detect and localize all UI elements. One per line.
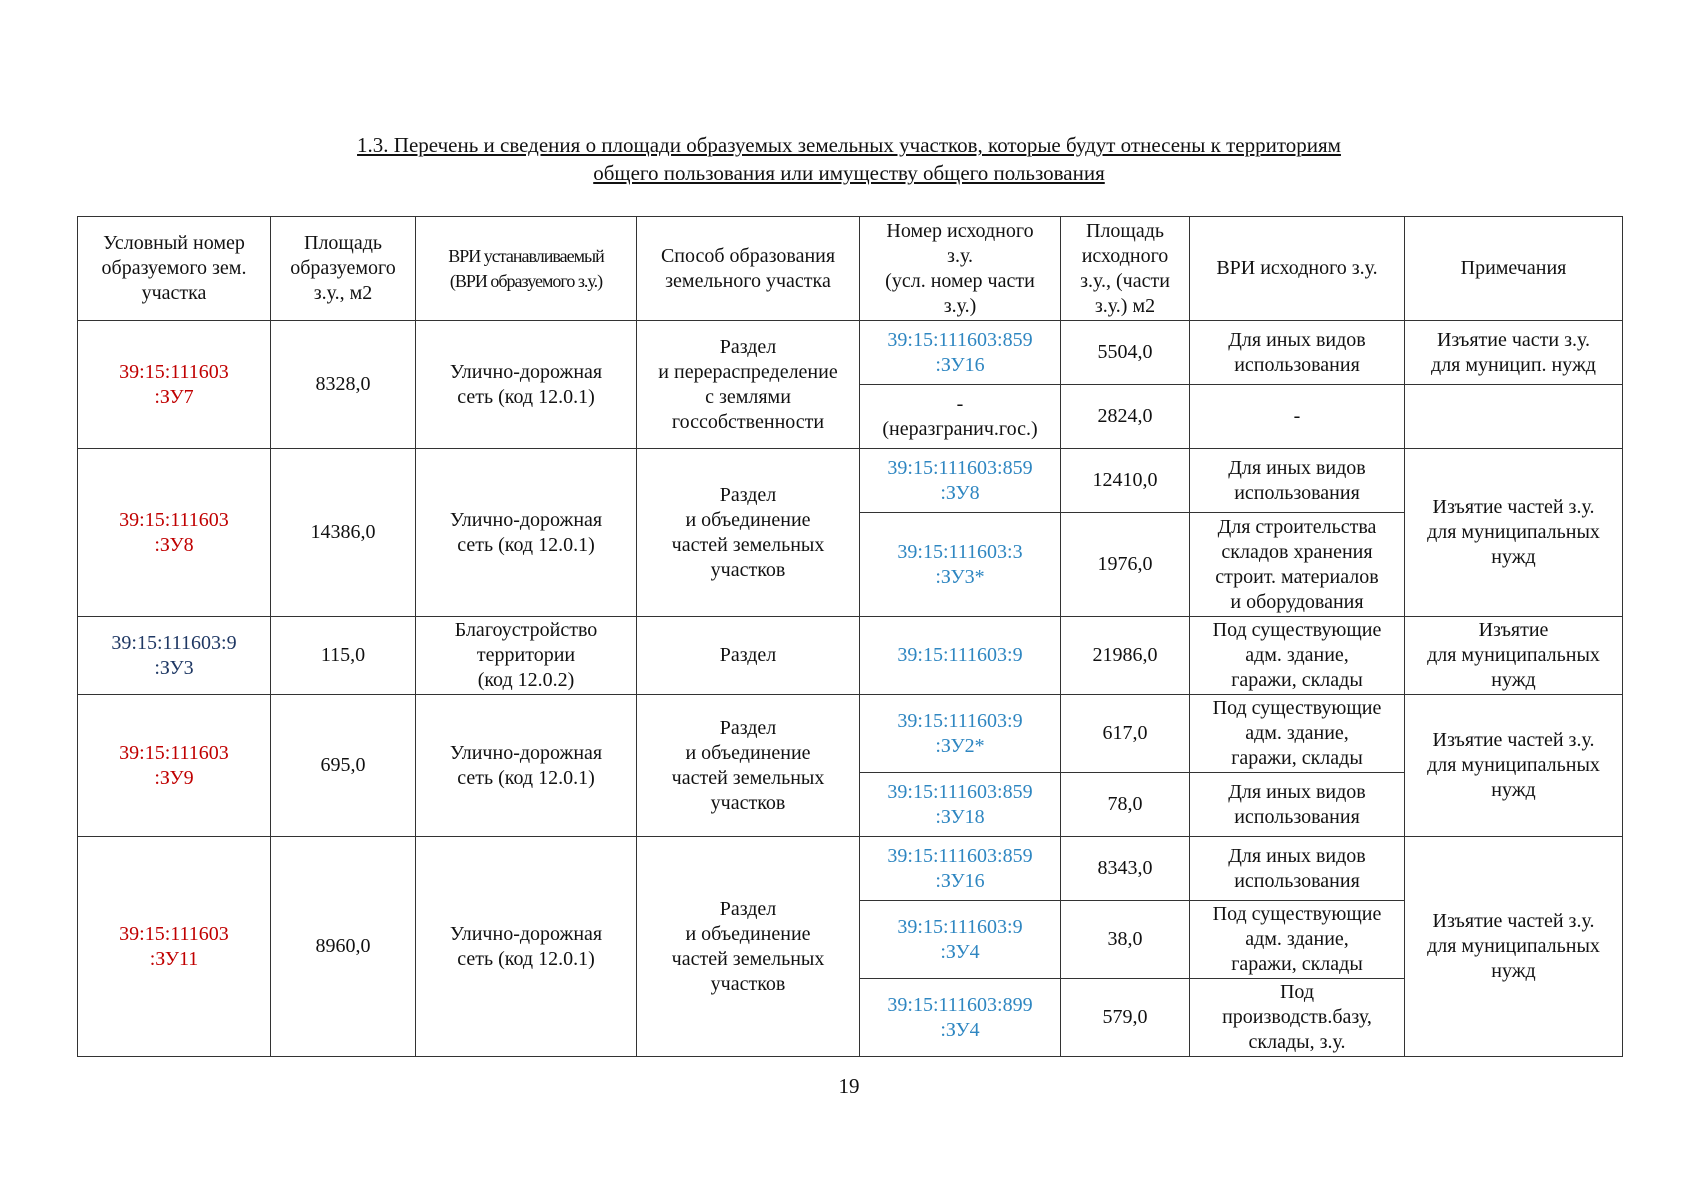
table-row — [78, 449, 1623, 513]
source-plot-vri: Для иных видов использования — [1190, 773, 1405, 837]
plot-area: 115,0 — [271, 617, 416, 695]
source-plot-vri: Под существующие адм. здание, гаражи, склады — [1190, 617, 1405, 695]
source-plot-area: 617,0 — [1061, 695, 1190, 773]
plot-area: 695,0 — [271, 695, 416, 837]
table-row — [78, 321, 1623, 385]
source-plot-number: 39:15:111603:9 — [860, 617, 1061, 695]
source-plot-number: 39:15:111603:859 :ЗУ18 — [860, 773, 1061, 837]
col-header-notes: Примечания — [1405, 217, 1623, 321]
source-plot-number: 39:15:111603:859 :ЗУ16 — [860, 837, 1061, 901]
plot-vri: Улично-дорожная сеть (код 12.0.1) — [416, 321, 637, 449]
source-plot-area: 38,0 — [1061, 901, 1190, 979]
plot-number: 39:15:111603 :ЗУ7 — [78, 321, 271, 449]
plot-area: 14386,0 — [271, 449, 416, 617]
col-header-source-vri: ВРИ исходного з.у. — [1190, 217, 1405, 321]
source-plot-vri: Для иных видов использования — [1190, 321, 1405, 385]
source-plot-number: 39:15:111603:859 :ЗУ16 — [860, 321, 1061, 385]
source-plot-number: 39:15:111603:899 :ЗУ4 — [860, 979, 1061, 1057]
source-plot-area: 579,0 — [1061, 979, 1190, 1057]
formation-method: Раздел и объединение частей земельных участков — [637, 837, 860, 1057]
plot-number: 39:15:111603:9 :ЗУ3 — [78, 617, 271, 695]
source-plot-vri: - — [1190, 385, 1405, 449]
plot-note — [1405, 385, 1623, 449]
col-header-vri: ВРИ устанавливаемый (ВРИ образуемого з.у.) — [416, 217, 637, 321]
header-row — [78, 217, 1623, 321]
source-plot-area: 2824,0 — [1061, 385, 1190, 449]
source-plot-vri: Под существующие адм. здание, гаражи, склады — [1190, 695, 1405, 773]
col-header-plot-area: Площадь образуемого з.у., м2 — [271, 217, 416, 321]
table-row — [78, 837, 1623, 901]
plot-number: 39:15:111603 :ЗУ11 — [78, 837, 271, 1057]
plot-number: 39:15:111603 :ЗУ8 — [78, 449, 271, 617]
title-line-1: 1.3. Перечень и сведения о площади образуемых земельных участков, которые будут отнесены к территориям — [357, 133, 1341, 157]
plot-note: Изъятие частей з.у. для муниципальных нужд — [1405, 695, 1623, 837]
plot-note: Изъятие частей з.у. для муниципальных нужд — [1405, 449, 1623, 617]
plot-area: 8328,0 — [271, 321, 416, 449]
col-header-source-area: Площадь исходного з.у., (части з.у.) м2 — [1061, 217, 1190, 321]
source-plot-vri: Для иных видов использования — [1190, 837, 1405, 901]
source-plot-area: 78,0 — [1061, 773, 1190, 837]
source-plot-number: 39:15:111603:9 :ЗУ4 — [860, 901, 1061, 979]
plot-note: Изъятие частей з.у. для муниципальных нужд — [1405, 837, 1623, 1057]
source-plot-area: 12410,0 — [1061, 449, 1190, 513]
plot-number: 39:15:111603 :ЗУ9 — [78, 695, 271, 837]
source-plot-vri: Под производств.базу, склады, з.у. — [1190, 979, 1405, 1057]
col-header-source-number: Номер исходного з.у. (усл. номер части з.у.) — [860, 217, 1061, 321]
source-plot-number: - (неразгранич.гос.) — [860, 385, 1061, 449]
source-plot-number: 39:15:111603:3 :ЗУ3* — [860, 513, 1061, 617]
plot-vri: Улично-дорожная сеть (код 12.0.1) — [416, 695, 637, 837]
col-header-method: Способ образования земельного участка — [637, 217, 860, 321]
col-header-plot-number: Условный номер образуемого зем. участка — [78, 217, 271, 321]
plot-vri: Благоустройство территории (код 12.0.2) — [416, 617, 637, 695]
source-plot-area: 5504,0 — [1061, 321, 1190, 385]
source-plot-vri: Для иных видов использования — [1190, 449, 1405, 513]
formation-method: Раздел и объединение частей земельных участков — [637, 449, 860, 617]
source-plot-vri: Для строительства складов хранения строит. материалов и оборудования — [1190, 513, 1405, 617]
table-row — [78, 695, 1623, 773]
formation-method: Раздел — [637, 617, 860, 695]
land-plots-table — [77, 216, 1623, 1057]
section-title — [0, 131, 1698, 187]
plot-note: Изъятие части з.у. для муницип. нужд — [1405, 321, 1623, 385]
plot-vri: Улично-дорожная сеть (код 12.0.1) — [416, 449, 637, 617]
plot-vri: Улично-дорожная сеть (код 12.0.1) — [416, 837, 637, 1057]
source-plot-number: 39:15:111603:859 :ЗУ8 — [860, 449, 1061, 513]
source-plot-number: 39:15:111603:9 :ЗУ2* — [860, 695, 1061, 773]
plot-area: 8960,0 — [271, 837, 416, 1057]
formation-method: Раздел и объединение частей земельных участков — [637, 695, 860, 837]
formation-method: Раздел и перераспределение с землями госсобственности — [637, 321, 860, 449]
table-row — [78, 617, 1623, 695]
title-line-2: общего пользования или имуществу общего пользования — [593, 161, 1105, 185]
source-plot-area: 21986,0 — [1061, 617, 1190, 695]
source-plot-area: 8343,0 — [1061, 837, 1190, 901]
source-plot-area: 1976,0 — [1061, 513, 1190, 617]
plot-note: Изъятие для муниципальных нужд — [1405, 617, 1623, 695]
source-plot-vri: Под существующие адм. здание, гаражи, склады — [1190, 901, 1405, 979]
page-number: 19 — [838, 1074, 860, 1098]
